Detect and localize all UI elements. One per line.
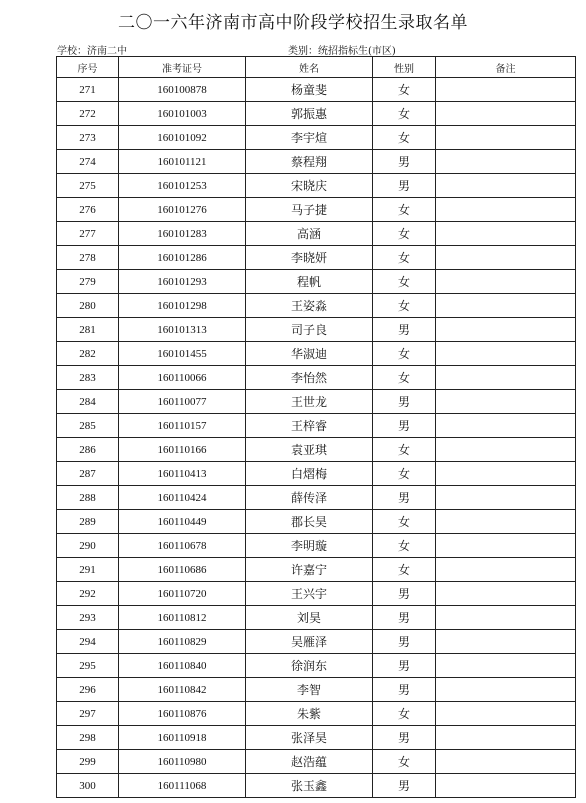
table-row — [57, 78, 576, 102]
exam-id-cell: 160101092 — [119, 126, 246, 150]
remarks-cell — [436, 750, 576, 774]
table-row — [57, 222, 576, 246]
remarks-cell — [436, 654, 576, 678]
student-name-cell: 李宇煊 — [246, 126, 373, 150]
student-name-cell: 袁亚琪 — [246, 438, 373, 462]
serial-number-cell: 291 — [57, 558, 119, 582]
gender-cell: 女 — [373, 294, 436, 318]
exam-id-cell: 160110066 — [119, 366, 246, 390]
student-name-cell: 郡长昊 — [246, 510, 373, 534]
exam-id-cell: 160110842 — [119, 678, 246, 702]
student-name-cell: 王梓睿 — [246, 414, 373, 438]
table-row — [57, 246, 576, 270]
remarks-cell — [436, 390, 576, 414]
table-row — [57, 174, 576, 198]
table-row — [57, 390, 576, 414]
exam-id-cell: 160100878 — [119, 78, 246, 102]
serial-number-cell: 282 — [57, 342, 119, 366]
exam-id-cell: 160110812 — [119, 606, 246, 630]
gender-cell: 女 — [373, 510, 436, 534]
student-name-cell: 朱紫 — [246, 702, 373, 726]
gender-cell: 男 — [373, 174, 436, 198]
remarks-cell — [436, 726, 576, 750]
serial-number-cell: 274 — [57, 150, 119, 174]
table-row — [57, 534, 576, 558]
exam-id-cell: 160111068 — [119, 774, 246, 798]
remarks-cell — [436, 366, 576, 390]
exam-id-cell: 160101286 — [119, 246, 246, 270]
exam-id-cell: 160101253 — [119, 174, 246, 198]
gender-cell: 女 — [373, 702, 436, 726]
student-name-cell: 薛传泽 — [246, 486, 373, 510]
gender-cell: 女 — [373, 438, 436, 462]
page-title: 二〇一六年济南市高中阶段学校招生录取名单 — [118, 13, 468, 33]
gender-cell: 男 — [373, 150, 436, 174]
gender-cell: 女 — [373, 246, 436, 270]
table-row — [57, 126, 576, 150]
gender-cell: 女 — [373, 126, 436, 150]
exam-id-cell: 160110686 — [119, 558, 246, 582]
remarks-cell — [436, 222, 576, 246]
header-serial-number: 序号 — [57, 57, 119, 78]
exam-id-cell: 160110840 — [119, 654, 246, 678]
exam-id-cell: 160101298 — [119, 294, 246, 318]
serial-number-cell: 280 — [57, 294, 119, 318]
serial-number-cell: 300 — [57, 774, 119, 798]
student-name-cell: 李智 — [246, 678, 373, 702]
serial-number-cell: 271 — [57, 78, 119, 102]
remarks-cell — [436, 342, 576, 366]
table-row — [57, 726, 576, 750]
table-row — [57, 342, 576, 366]
exam-id-cell: 160110720 — [119, 582, 246, 606]
student-name-cell: 宋晓庆 — [246, 174, 373, 198]
serial-number-cell: 293 — [57, 606, 119, 630]
exam-id-cell: 160101293 — [119, 270, 246, 294]
remarks-cell — [436, 414, 576, 438]
remarks-cell — [436, 174, 576, 198]
header-remarks: 备注 — [436, 57, 576, 78]
student-name-cell: 刘昊 — [246, 606, 373, 630]
remarks-cell — [436, 438, 576, 462]
student-name-cell: 许嘉宁 — [246, 558, 373, 582]
gender-cell: 男 — [373, 582, 436, 606]
table-header — [57, 57, 576, 78]
serial-number-cell: 295 — [57, 654, 119, 678]
student-name-cell: 郭振惠 — [246, 102, 373, 126]
gender-cell: 女 — [373, 222, 436, 246]
table-row — [57, 750, 576, 774]
serial-number-cell: 292 — [57, 582, 119, 606]
gender-cell: 女 — [373, 270, 436, 294]
exam-id-cell: 160110077 — [119, 390, 246, 414]
student-name-cell: 王姿淼 — [246, 294, 373, 318]
table-row — [57, 462, 576, 486]
serial-number-cell: 281 — [57, 318, 119, 342]
remarks-cell — [436, 582, 576, 606]
category-label: 类别：统招指标生(市区) — [288, 46, 396, 57]
gender-cell: 男 — [373, 630, 436, 654]
serial-number-cell: 287 — [57, 462, 119, 486]
remarks-cell — [436, 78, 576, 102]
table-row — [57, 630, 576, 654]
gender-cell: 男 — [373, 654, 436, 678]
header-gender: 性别 — [373, 57, 436, 78]
remarks-cell — [436, 678, 576, 702]
gender-cell: 女 — [373, 342, 436, 366]
exam-id-cell: 160110449 — [119, 510, 246, 534]
student-name-cell: 杨童斐 — [246, 78, 373, 102]
remarks-cell — [436, 270, 576, 294]
gender-cell: 女 — [373, 102, 436, 126]
student-name-cell: 张玉鑫 — [246, 774, 373, 798]
gender-cell: 女 — [373, 558, 436, 582]
student-name-cell: 吴雁泽 — [246, 630, 373, 654]
exam-id-cell: 160110166 — [119, 438, 246, 462]
student-name-cell: 徐润东 — [246, 654, 373, 678]
remarks-cell — [436, 534, 576, 558]
remarks-cell — [436, 606, 576, 630]
table-row — [57, 702, 576, 726]
exam-id-cell: 160110424 — [119, 486, 246, 510]
student-name-cell: 王世龙 — [246, 390, 373, 414]
gender-cell: 男 — [373, 606, 436, 630]
remarks-cell — [436, 510, 576, 534]
serial-number-cell: 277 — [57, 222, 119, 246]
exam-id-cell: 160101455 — [119, 342, 246, 366]
table-row — [57, 774, 576, 798]
exam-id-cell: 160101121 — [119, 150, 246, 174]
admission-table — [56, 56, 576, 798]
serial-number-cell: 276 — [57, 198, 119, 222]
gender-cell: 女 — [373, 462, 436, 486]
student-name-cell: 马子捷 — [246, 198, 373, 222]
remarks-cell — [436, 558, 576, 582]
exam-id-cell: 160101283 — [119, 222, 246, 246]
serial-number-cell: 298 — [57, 726, 119, 750]
student-name-cell: 白熠梅 — [246, 462, 373, 486]
table-row — [57, 366, 576, 390]
exam-id-cell: 160110678 — [119, 534, 246, 558]
gender-cell: 男 — [373, 414, 436, 438]
table-row — [57, 198, 576, 222]
gender-cell: 男 — [373, 318, 436, 342]
remarks-cell — [436, 318, 576, 342]
table-row — [57, 294, 576, 318]
student-name-cell: 高涵 — [246, 222, 373, 246]
remarks-cell — [436, 630, 576, 654]
serial-number-cell: 285 — [57, 414, 119, 438]
table-row — [57, 438, 576, 462]
table-body — [57, 78, 576, 798]
remarks-cell — [436, 198, 576, 222]
table-row — [57, 654, 576, 678]
serial-number-cell: 278 — [57, 246, 119, 270]
student-name-cell: 王兴宇 — [246, 582, 373, 606]
serial-number-cell: 294 — [57, 630, 119, 654]
student-name-cell: 蔡程翔 — [246, 150, 373, 174]
gender-cell: 男 — [373, 678, 436, 702]
serial-number-cell: 296 — [57, 678, 119, 702]
exam-id-cell: 160101313 — [119, 318, 246, 342]
table-row — [57, 678, 576, 702]
remarks-cell — [436, 246, 576, 270]
gender-cell: 女 — [373, 750, 436, 774]
header-name: 姓名 — [246, 57, 373, 78]
table-row — [57, 102, 576, 126]
exam-id-cell: 160110980 — [119, 750, 246, 774]
gender-cell: 女 — [373, 198, 436, 222]
header-exam-id: 准考证号 — [119, 57, 246, 78]
serial-number-cell: 284 — [57, 390, 119, 414]
gender-cell: 男 — [373, 486, 436, 510]
exam-id-cell: 160110157 — [119, 414, 246, 438]
remarks-cell — [436, 486, 576, 510]
remarks-cell — [436, 126, 576, 150]
serial-number-cell: 290 — [57, 534, 119, 558]
remarks-cell — [436, 462, 576, 486]
serial-number-cell: 279 — [57, 270, 119, 294]
serial-number-cell: 286 — [57, 438, 119, 462]
student-name-cell: 司子良 — [246, 318, 373, 342]
serial-number-cell: 299 — [57, 750, 119, 774]
gender-cell: 女 — [373, 78, 436, 102]
table-row — [57, 558, 576, 582]
serial-number-cell: 273 — [57, 126, 119, 150]
student-name-cell: 李怡然 — [246, 366, 373, 390]
table-row — [57, 582, 576, 606]
school-label: 学校：济南二中 — [57, 46, 127, 57]
remarks-cell — [436, 774, 576, 798]
exam-id-cell: 160110829 — [119, 630, 246, 654]
student-name-cell: 赵浩蕴 — [246, 750, 373, 774]
remarks-cell — [436, 102, 576, 126]
serial-number-cell: 288 — [57, 486, 119, 510]
gender-cell: 女 — [373, 366, 436, 390]
table-row — [57, 486, 576, 510]
serial-number-cell: 289 — [57, 510, 119, 534]
table-row — [57, 606, 576, 630]
serial-number-cell: 272 — [57, 102, 119, 126]
gender-cell: 男 — [373, 726, 436, 750]
exam-id-cell: 160110876 — [119, 702, 246, 726]
exam-id-cell: 160110413 — [119, 462, 246, 486]
student-name-cell: 李晓妍 — [246, 246, 373, 270]
remarks-cell — [436, 702, 576, 726]
table-row — [57, 270, 576, 294]
header-row — [57, 57, 576, 78]
gender-cell: 男 — [373, 774, 436, 798]
remarks-cell — [436, 150, 576, 174]
table-row — [57, 414, 576, 438]
serial-number-cell: 283 — [57, 366, 119, 390]
table-row — [57, 318, 576, 342]
exam-id-cell: 160110918 — [119, 726, 246, 750]
student-name-cell: 张泽昊 — [246, 726, 373, 750]
table-row — [57, 150, 576, 174]
remarks-cell — [436, 294, 576, 318]
gender-cell: 男 — [373, 390, 436, 414]
exam-id-cell: 160101003 — [119, 102, 246, 126]
serial-number-cell: 275 — [57, 174, 119, 198]
student-name-cell: 华淑迪 — [246, 342, 373, 366]
serial-number-cell: 297 — [57, 702, 119, 726]
exam-id-cell: 160101276 — [119, 198, 246, 222]
gender-cell: 女 — [373, 534, 436, 558]
table-row — [57, 510, 576, 534]
student-name-cell: 李明璇 — [246, 534, 373, 558]
student-name-cell: 程帆 — [246, 270, 373, 294]
